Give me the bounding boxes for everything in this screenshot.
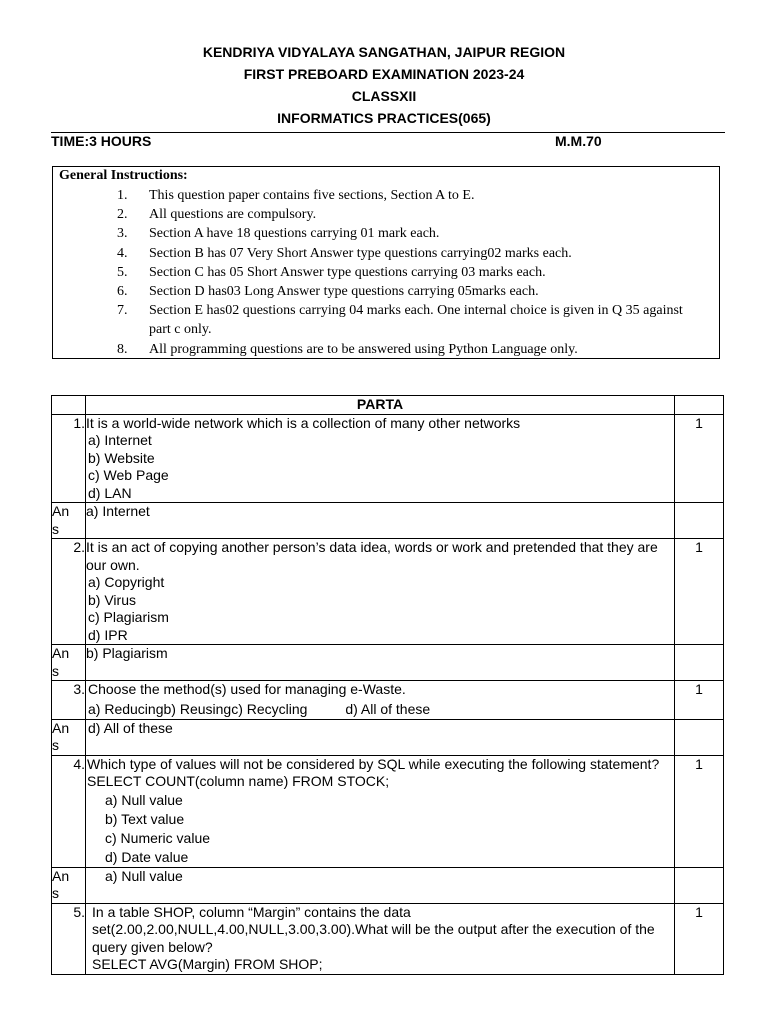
question-text: It is a world-wide network which is a collection of many other networks xyxy=(86,414,521,431)
question-number: 1. xyxy=(52,414,86,503)
option: d) Date value xyxy=(105,848,189,865)
option: c) Web Page xyxy=(88,467,169,483)
option-d: d) All of these xyxy=(345,700,431,717)
part-header-row xyxy=(52,396,724,415)
time-label: TIME:3 HOURS xyxy=(51,133,152,149)
question-marks: 1 xyxy=(675,755,724,867)
question-marks: 1 xyxy=(675,414,724,503)
option: b) Virus xyxy=(88,591,136,608)
max-marks-label: M.M.70 xyxy=(555,133,602,149)
question-number: 3. xyxy=(52,681,86,720)
answer-label: An s xyxy=(52,645,86,681)
option: d) IPR xyxy=(88,626,128,643)
instruction-item: 7. Section E has02 questions carrying 04 marks each. One internal choice is given in Q 35 against part c only. xyxy=(117,303,683,338)
question-row xyxy=(52,414,724,503)
question-body xyxy=(86,414,675,503)
question-text: In a table SHOP, column “Margin” contains the data set(2.00,2.00,NULL,4.00,NULL,3.00,3.00).What will be the output after the execution of the query given below? xyxy=(92,903,655,955)
answer-label: An s xyxy=(52,719,86,755)
answer-text: a) Null value xyxy=(86,867,675,903)
question-body xyxy=(86,681,675,720)
answer-row xyxy=(52,645,724,681)
option: a) Copyright xyxy=(88,574,165,590)
option: c) Numeric value xyxy=(105,829,211,846)
answer-row xyxy=(52,503,724,539)
answer-text: b) Plagiarism xyxy=(86,645,675,681)
question-table xyxy=(51,395,724,975)
question-text: It is an act of copying another person’s data idea, words or work and pretended that they are our own. xyxy=(86,539,658,573)
question-marks: 1 xyxy=(675,681,724,720)
answer-label: An s xyxy=(52,503,86,539)
sql-query: SELECT COUNT(column name) FROM STOCK; xyxy=(87,773,390,789)
option: b) Website xyxy=(88,449,155,466)
answer-row xyxy=(52,867,724,903)
header-divider xyxy=(51,132,725,133)
option: c) Plagiarism xyxy=(88,609,169,625)
answer-row xyxy=(52,719,724,755)
instruction-item: 4. Section B has 07 Very Short Answer type questions carrying02 marks each. xyxy=(117,245,572,261)
instruction-item: 6. Section D has03 Long Answer type questions carrying 05marks each. xyxy=(117,284,539,300)
question-number: 2. xyxy=(52,539,86,645)
part-title: PARTA xyxy=(86,396,675,415)
school-title: KENDRIYA VIDYALAYA SANGATHAN, JAIPUR REGION xyxy=(202,44,566,60)
question-row xyxy=(52,539,724,645)
option: b) Text value xyxy=(105,810,185,827)
options-abc: a) Reducingb) Reusingc) Recycling xyxy=(88,700,308,717)
exam-title: FIRST PREBOARD EXAMINATION 2023-24 xyxy=(243,66,525,82)
question-text: Which type of values will not be considered by SQL while executing the following statement? xyxy=(87,755,660,772)
instruction-item: 3. Section A have 18 questions carrying 01 mark each. xyxy=(117,226,440,242)
option: a) Internet xyxy=(88,432,152,448)
instructions-list xyxy=(117,186,687,359)
question-row xyxy=(52,681,724,720)
instruction-item: 2. All questions are compulsory. xyxy=(117,207,317,223)
instructions-title: General Instructions: xyxy=(59,168,188,183)
question-text: Choose the method(s) used for managing e-Waste. xyxy=(88,681,406,697)
class-title: CLASSXII xyxy=(351,88,417,104)
answer-label: An s xyxy=(52,867,86,903)
question-body xyxy=(86,903,675,974)
question-body xyxy=(86,755,675,867)
answer-text: d) All of these xyxy=(86,719,675,755)
option: d) LAN xyxy=(88,484,132,501)
question-marks: 1 xyxy=(675,903,724,974)
subject-title: INFORMATICS PRACTICES(065) xyxy=(277,110,491,126)
question-marks: 1 xyxy=(675,539,724,645)
sql-query: SELECT AVG(Margin) FROM SHOP; xyxy=(92,956,323,972)
question-row xyxy=(52,903,724,974)
question-row xyxy=(52,755,724,867)
instruction-item: 8. All programming questions are to be answered using Python Language only. xyxy=(117,341,578,357)
general-instructions-box xyxy=(52,166,720,359)
option-line xyxy=(88,699,674,719)
question-number: 4. xyxy=(52,755,86,867)
answer-text: a) Internet xyxy=(86,503,675,539)
instruction-item: 5. Section C has 05 Short Answer type questions carrying 03 marks each. xyxy=(117,264,546,280)
question-body xyxy=(86,539,675,645)
option: a) Null value xyxy=(105,791,183,808)
instruction-item: 1. This question paper contains five sections, Section A to E. xyxy=(117,188,475,203)
question-number: 5. xyxy=(52,903,86,974)
